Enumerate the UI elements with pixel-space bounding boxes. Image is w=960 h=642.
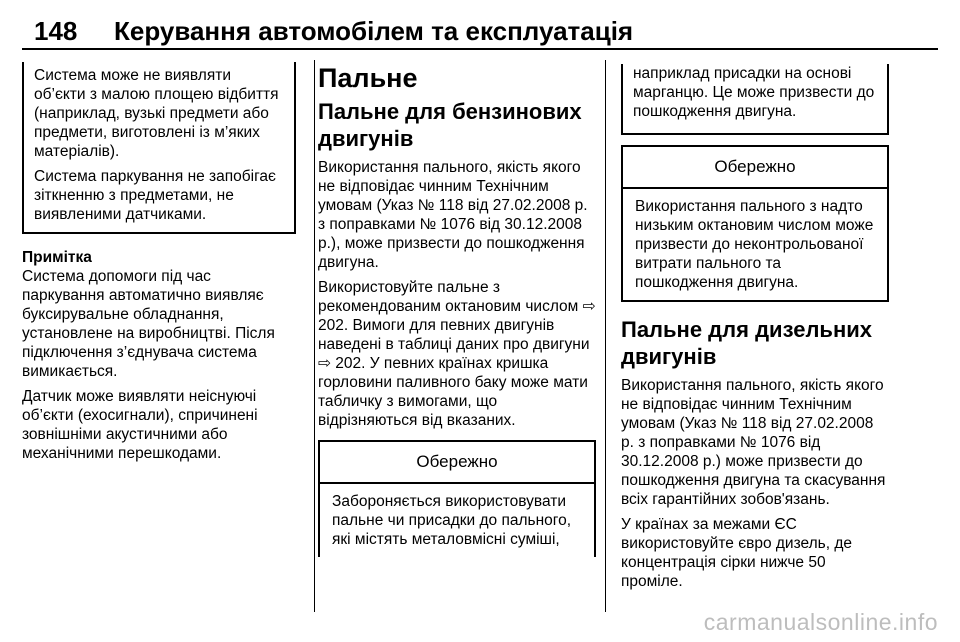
paragraph: Система паркування не запобігає зіткненню з предметами, не виявленими датчиками.	[34, 168, 276, 223]
paragraph: наприклад присадки на основі марганцю. Це може призвести до пошкодження двигуна.	[633, 65, 875, 120]
chapter-title: Керування автомобілем та експлуатація	[114, 16, 634, 46]
paragraph: Використання пального, якість якого не відповідає чинним Технічним умовам (Указ № 118 від 27.02.2008 р. з поправками № 1076 від 30.12.2008 р.) може призвести до пошкодження двигуна та скасування всіх гарантійних зобов'язань.	[621, 377, 886, 508]
column-divider-right	[605, 60, 606, 612]
column-middle	[314, 62, 596, 628]
warning-text: Використання пального з надто низьким октановим числом може призвести до неконтрольованої витрати пального та пошкодження двигуна.	[635, 198, 874, 291]
note-title: Примітка	[22, 249, 92, 266]
paragraph: Використовуйте пальне з рекомендованим октановим числом ⇨ 202. Вимоги для певних двигунів наведені в таблиці даних про двигуни ⇨ 202. У певних країнах кришка горловини паливного баку може мати табличку з вимогами, що відрізняються від вказаних.	[318, 279, 596, 429]
continued-box	[22, 62, 296, 234]
warning-title: Обережно	[320, 442, 594, 484]
paragraph: Система може не виявляти об’єкти з малою площею відбиття (наприклад, вузькі предмети або предмети, виготовлені із м’яких матеріалів).	[34, 67, 279, 160]
page-header	[22, 14, 938, 50]
warning-text: Забороняється використовувати пальне чи присадки до пального, які містять металовмісні суміші,	[332, 493, 572, 548]
paragraph: Використання пального, якість якого не відповідає чинним Технічним умовам (Указ № 118 від 27.02.2008 р. з поправками № 1076 від 30.12.2008 р.), може призвести до пошкодження двигуна.	[318, 159, 588, 271]
note-paragraph: Система допомоги під час паркування автоматично виявляє буксирувальне обладнання, установлене на виробництві. Після підключення з’єднувача система вимикається.	[22, 268, 275, 380]
warning-title: Обережно	[623, 147, 887, 189]
note-paragraph: Датчик може виявляти неіснуючі об’єкти (ехосигнали), спричинені зовнішніми акустичними або механічними перешкодами.	[22, 388, 258, 462]
warning-box	[318, 440, 596, 557]
warning-box	[621, 145, 889, 302]
paragraph: У країнах за межами ЄС використовуйте євро дизель, де концентрація сірки нижче 50 проміле.	[621, 516, 853, 590]
column-right	[621, 62, 889, 628]
section-title: Пальне	[318, 63, 418, 93]
watermark-text: carmanualsonline.info	[703, 609, 938, 635]
section-subtitle: Пальне для дизельних двигунів	[621, 317, 872, 369]
continued-box	[621, 64, 889, 135]
section-subtitle: Пальне для бензинових двигунів	[318, 99, 582, 151]
page-number: 148	[34, 16, 78, 46]
column-left	[22, 62, 296, 628]
